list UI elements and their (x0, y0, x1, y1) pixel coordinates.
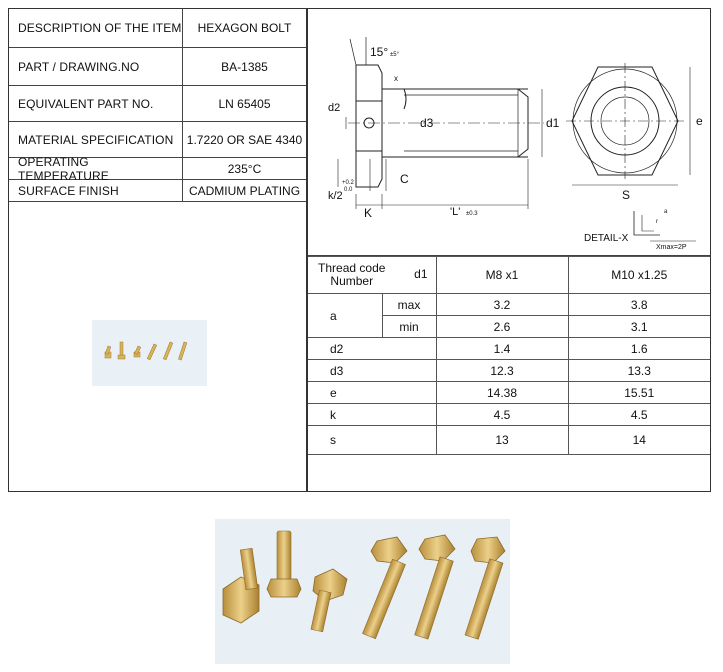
thread-code-header (308, 257, 436, 294)
k-tol-zero: 0.0 (344, 187, 353, 193)
table-cell: 13 (436, 426, 568, 455)
d1-label: d1 (546, 116, 560, 130)
l-label: 'L' (450, 206, 461, 218)
bolt-1 (223, 548, 259, 623)
bolt-4 (363, 537, 407, 639)
bolt-head (118, 355, 125, 359)
bolt-shank (120, 342, 123, 356)
spec-row-equivalent (9, 86, 306, 122)
e-label: e (696, 114, 703, 128)
a-max-m8: 3.2 (436, 294, 568, 316)
spec-label: DESCRIPTION OF THE ITEM (9, 9, 183, 47)
spec-row-finish (9, 180, 306, 202)
product-photo-large (215, 519, 510, 664)
spec-label: EQUIVALENT PART NO. (9, 86, 183, 121)
c-label: C (400, 172, 409, 186)
a-min-label: min (382, 316, 436, 338)
table-cell: 14 (568, 426, 710, 455)
table-cell: 1.6 (568, 338, 710, 360)
table-row-label: k (308, 404, 436, 426)
a-max-label: max (382, 294, 436, 316)
detail-label: DETAIL-X (584, 233, 629, 244)
table-cell: 4.5 (436, 404, 568, 426)
angle-tol: ±5° (390, 52, 400, 58)
product-photo-small (92, 320, 207, 386)
d2-label: d2 (328, 102, 341, 114)
spec-row-part-no (9, 48, 306, 86)
k-tol-plus: +0.2 (342, 180, 354, 186)
spec-value: HEXAGON BOLT (197, 21, 292, 35)
bolt-shank (178, 342, 186, 360)
table-row-label: s (308, 426, 436, 455)
spec-value: CADMIUM PLATING (188, 183, 301, 198)
number-text: Number (330, 274, 374, 288)
a-label: a (308, 294, 382, 338)
angle-label: 15° (370, 45, 389, 59)
spec-row-material (9, 122, 306, 158)
table-cell: 1.4 (436, 338, 568, 360)
spec-label: MATERIAL SPECIFICATION (9, 122, 183, 157)
technical-drawing (308, 9, 710, 253)
shank-fillet (382, 89, 406, 109)
spec-value: 1.7220 OR SAE 4340 (186, 132, 303, 147)
spec-label: OPERATING TEMPERATURE (9, 158, 183, 179)
detail-xmax: Xmax=2P (656, 244, 687, 251)
bolts-illustration-large (215, 519, 510, 664)
a-max-m10: 3.8 (568, 294, 710, 316)
table-cell: 13.3 (568, 360, 710, 382)
thread-code-text: Thread code (318, 261, 386, 275)
table-row-label: d3 (308, 360, 436, 382)
bolt-2 (267, 531, 301, 597)
spec-value: 235°C (227, 161, 262, 176)
bolt-drawing-svg (308, 9, 710, 253)
spec-value: BA-1385 (221, 59, 268, 74)
k2-label: k/2 (328, 190, 343, 202)
l-tol: ±0.3 (466, 211, 478, 217)
bolt-5 (415, 535, 455, 639)
d3-label: d3 (420, 116, 434, 130)
table-row-label: d2 (308, 338, 436, 360)
spec-row-description (9, 9, 306, 48)
bolt-shank (163, 342, 173, 360)
table-cell: 14.38 (436, 382, 568, 404)
angle-line (350, 39, 356, 65)
spec-value: LN 65405 (218, 96, 271, 111)
table-cell: 4.5 (568, 404, 710, 426)
bolt-shank (147, 344, 156, 360)
table-cell: 15.51 (568, 382, 710, 404)
spec-label: SURFACE FINISH (9, 180, 183, 201)
table-cell: 12.3 (436, 360, 568, 382)
d1-header: d1 (414, 267, 428, 281)
a-min-m10: 3.1 (568, 316, 710, 338)
detail-a: a (664, 209, 668, 215)
drawing-sheet (8, 8, 711, 492)
spec-label: PART / DRAWING.NO (9, 48, 183, 85)
detail-profile-inner (642, 215, 654, 231)
col-m8-header: M8 x1 (436, 257, 568, 294)
a-min-m8: 2.6 (436, 316, 568, 338)
k-label: K (364, 206, 373, 220)
bolts-illustration-small (92, 320, 207, 386)
dimensions-table (308, 255, 710, 455)
bolt-3 (311, 569, 347, 632)
spec-row-temperature (9, 154, 306, 183)
bolt-head-outline (356, 65, 382, 187)
s-label: S (622, 188, 631, 202)
bolt-6 (465, 537, 505, 639)
detail-x-marker: x (394, 74, 398, 83)
table-row-label: e (308, 382, 436, 404)
detail-r: r (656, 219, 658, 225)
col-m10-header: M10 x1.25 (568, 257, 710, 294)
